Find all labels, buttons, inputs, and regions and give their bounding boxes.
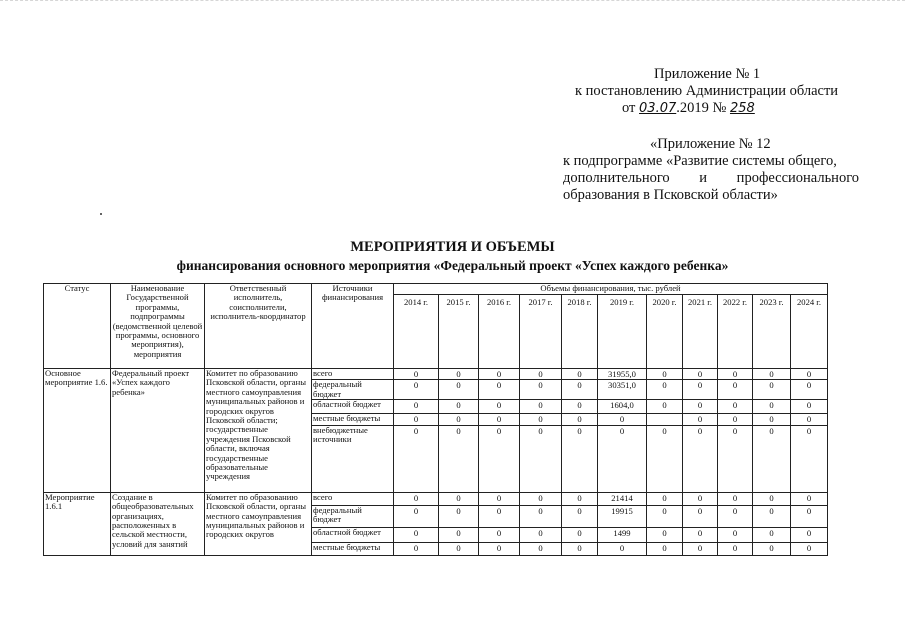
appendix-1-reference: к постановлению Администрации области — [575, 83, 839, 99]
value-cell: 0 — [562, 505, 598, 527]
header-year: 2014 г. — [394, 295, 439, 369]
value-cell: 0 — [647, 527, 683, 542]
value-cell: 0 — [439, 400, 479, 414]
value-cell: 0 — [562, 400, 598, 414]
appendix-12-title: «Приложение № 12 — [650, 136, 771, 152]
value-cell: 0 — [520, 527, 562, 542]
value-cell: 0 — [683, 380, 718, 400]
handwritten-number: 258 — [729, 101, 755, 116]
appendix-12-line2: к подпрограмме «Развитие системы общего, — [563, 153, 837, 169]
header-sources: Источники финансирования — [312, 284, 394, 369]
value-cell: 0 — [479, 369, 520, 380]
value-cell: 0 — [520, 425, 562, 492]
value-cell: 0 — [520, 492, 562, 505]
name-cell: Создание в общеобразовательных организациях, расположенных в сельской местности, условий для занятий — [111, 492, 205, 555]
value-cell: 0 — [439, 369, 479, 380]
value-cell: 0 — [753, 369, 791, 380]
executor-cell: Комитет по образованию Псковской области, органы местного самоуправления муниципальных районов и городских округов Псковской области; государственные учреждения Псковской области, включая государственные образовательные учреждения — [205, 369, 312, 493]
value-cell: 0 — [791, 369, 828, 380]
value-cell: 0 — [562, 542, 598, 555]
value-cell: 0 — [394, 369, 439, 380]
value-cell: 0 — [753, 527, 791, 542]
value-cell: 0 — [753, 492, 791, 505]
value-cell: 0 — [439, 542, 479, 555]
value-cell: 0 — [520, 505, 562, 527]
header-year: 2019 г. — [598, 295, 647, 369]
value-cell: 21414 — [598, 492, 647, 505]
value-cell: 0 — [718, 425, 753, 492]
executor-cell: Комитет по образованию Псковской области, органы местного самоуправления муниципальных районов и городских округов — [205, 492, 312, 555]
value-cell: 31955,0 — [598, 369, 647, 380]
value-cell: 0 — [520, 414, 562, 425]
value-cell: 0 — [753, 542, 791, 555]
value-cell: 0 — [394, 505, 439, 527]
value-cell: 0 — [791, 505, 828, 527]
name-cell: Федеральный проект «Успех каждого ребенка» — [111, 369, 205, 493]
value-cell: 0 — [683, 369, 718, 380]
value-cell: 0 — [753, 505, 791, 527]
source-cell: федеральный бюджет — [312, 380, 394, 400]
value-cell: 0 — [718, 414, 753, 425]
value-cell: 0 — [520, 369, 562, 380]
scan-top-edge — [0, 0, 905, 5]
source-cell: всего — [312, 492, 394, 505]
header-status: Статус — [44, 284, 111, 369]
value-cell: 0 — [479, 414, 520, 425]
value-cell: 0 — [439, 414, 479, 425]
value-cell: 0 — [439, 527, 479, 542]
header-year: 2024 г. — [791, 295, 828, 369]
value-cell: 0 — [479, 400, 520, 414]
appendix-1-date-line — [622, 100, 755, 117]
value-cell: 0 — [394, 542, 439, 555]
value-cell: 0 — [683, 542, 718, 555]
value-cell: 0 — [791, 380, 828, 400]
value-cell — [647, 414, 683, 425]
value-cell: 0 — [479, 542, 520, 555]
value-cell: 0 — [394, 527, 439, 542]
value-cell: 0 — [791, 492, 828, 505]
header-year: 2016 г. — [479, 295, 520, 369]
value-cell: 0 — [753, 380, 791, 400]
value-cell: 0 — [718, 527, 753, 542]
appendix-12-header — [563, 136, 863, 204]
header-year: 2018 г. — [562, 295, 598, 369]
value-cell: 0 — [520, 400, 562, 414]
table-row — [44, 492, 828, 505]
value-cell: 0 — [791, 400, 828, 414]
appendix-12-line3: дополнительного и профессионального — [563, 170, 860, 186]
date-prefix: от — [622, 100, 636, 116]
value-cell: 0 — [791, 527, 828, 542]
value-cell: 0 — [647, 492, 683, 505]
value-cell: 0 — [394, 380, 439, 400]
value-cell: 0 — [753, 414, 791, 425]
header-year: 2023 г. — [753, 295, 791, 369]
scan-speck — [100, 213, 102, 215]
value-cell: 0 — [718, 369, 753, 380]
value-cell: 0 — [683, 400, 718, 414]
value-cell: 0 — [791, 542, 828, 555]
source-cell: федеральный бюджет — [312, 505, 394, 527]
value-cell: 0 — [791, 414, 828, 425]
value-cell: 0 — [647, 380, 683, 400]
value-cell: 0 — [562, 414, 598, 425]
value-cell: 0 — [479, 492, 520, 505]
header-year: 2021 г. — [683, 295, 718, 369]
value-cell: 30351,0 — [598, 380, 647, 400]
value-cell: 0 — [394, 492, 439, 505]
value-cell: 0 — [718, 380, 753, 400]
source-cell: областной бюджет — [312, 400, 394, 414]
value-cell: 0 — [520, 380, 562, 400]
value-cell: 0 — [647, 542, 683, 555]
header-year: 2022 г. — [718, 295, 753, 369]
value-cell: 0 — [562, 492, 598, 505]
value-cell: 0 — [791, 425, 828, 492]
value-cell: 0 — [394, 425, 439, 492]
source-cell: внебюджетные источники — [312, 425, 394, 492]
status-cell: Мероприятие 1.6.1 — [44, 492, 111, 555]
value-cell: 0 — [683, 414, 718, 425]
source-cell: местные бюджеты — [312, 542, 394, 555]
value-cell: 0 — [394, 414, 439, 425]
value-cell: 0 — [718, 492, 753, 505]
header-year: 2015 г. — [439, 295, 479, 369]
value-cell: 1499 — [598, 527, 647, 542]
value-cell: 0 — [439, 425, 479, 492]
value-cell: 0 — [598, 425, 647, 492]
value-cell: 1604,0 — [598, 400, 647, 414]
appendix-12-line4: образования в Псковской области» — [563, 187, 778, 203]
value-cell: 0 — [394, 400, 439, 414]
appendix-1-title: Приложение № 1 — [654, 66, 761, 82]
value-cell: 0 — [598, 542, 647, 555]
source-cell: всего — [312, 369, 394, 380]
value-cell: 0 — [562, 527, 598, 542]
table-row — [44, 369, 828, 380]
value-cell: 0 — [562, 369, 598, 380]
value-cell: 0 — [683, 505, 718, 527]
value-cell: 0 — [439, 492, 479, 505]
financing-table — [43, 283, 828, 556]
value-cell: 0 — [647, 369, 683, 380]
handwritten-date: 03.07 — [639, 101, 677, 116]
value-cell: 0 — [562, 425, 598, 492]
document-title: МЕРОПРИЯТИЯ И ОБЪЕМЫ — [350, 239, 555, 255]
value-cell: 0 — [718, 542, 753, 555]
date-year: .2019 № — [676, 100, 727, 116]
value-cell: 0 — [479, 527, 520, 542]
value-cell: 0 — [683, 527, 718, 542]
value-cell: 0 — [479, 425, 520, 492]
header-year: 2020 г. — [647, 295, 683, 369]
source-cell: местные бюджеты — [312, 414, 394, 425]
value-cell: 0 — [753, 425, 791, 492]
value-cell: 0 — [753, 400, 791, 414]
value-cell: 0 — [647, 425, 683, 492]
value-cell: 0 — [683, 492, 718, 505]
document-subtitle: финансирования основного мероприятия «Федеральный проект «Успех каждого ребенка» — [176, 258, 729, 273]
header-executor: Ответственный исполнитель, соисполнители, исполнитель-координатор — [205, 284, 312, 369]
status-cell: Основное мероприятие 1.6. — [44, 369, 111, 493]
header-volumes: Объемы финансирования, тыс. рублей — [394, 284, 828, 295]
value-cell: 0 — [479, 505, 520, 527]
value-cell: 0 — [439, 505, 479, 527]
value-cell: 0 — [718, 400, 753, 414]
header-year: 2017 г. — [520, 295, 562, 369]
source-cell: областной бюджет — [312, 527, 394, 542]
header-name: Наименование Государственной программы, подпрограммы (ведомственной целевой программы, основного мероприятия), мероприятия — [111, 284, 205, 369]
value-cell: 0 — [562, 380, 598, 400]
value-cell: 0 — [520, 542, 562, 555]
value-cell: 0 — [683, 425, 718, 492]
value-cell: 0 — [647, 505, 683, 527]
value-cell: 0 — [647, 400, 683, 414]
value-cell: 0 — [718, 505, 753, 527]
value-cell: 0 — [598, 414, 647, 425]
value-cell: 19915 — [598, 505, 647, 527]
value-cell: 0 — [439, 380, 479, 400]
value-cell: 0 — [479, 380, 520, 400]
